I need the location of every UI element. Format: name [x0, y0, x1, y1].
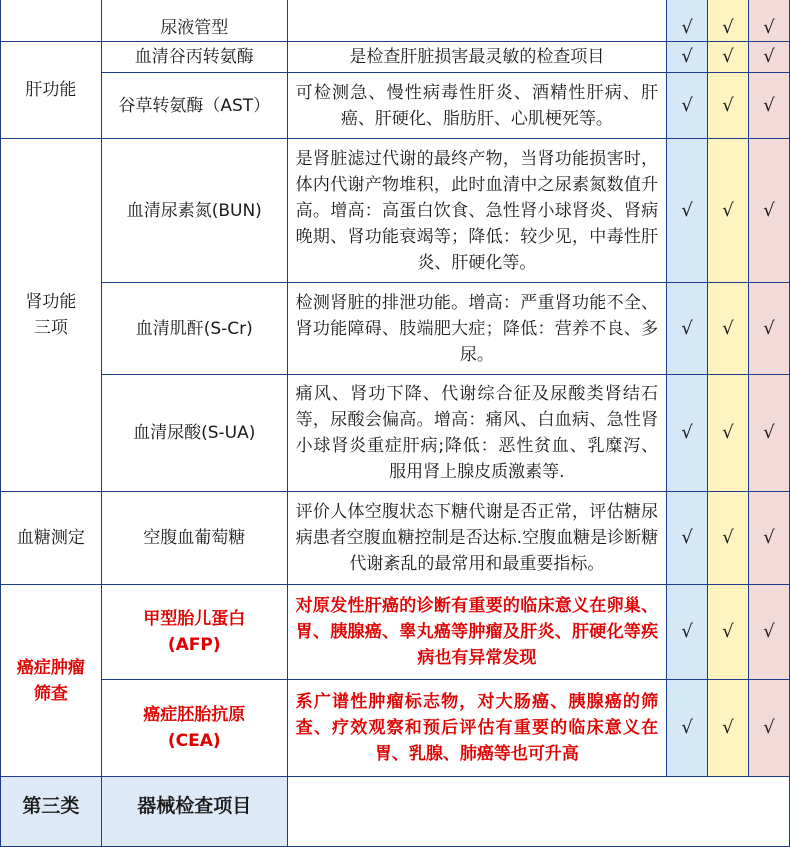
category-line: 癌症肿瘤 [16, 657, 85, 678]
item-name: 血清肌酐(S-Cr) [101, 283, 287, 375]
check-cell: √ [749, 139, 790, 283]
check-cell: √ [749, 375, 790, 492]
item-description: 是肾脏滤过代谢的最终产物，当肾功能损害时，体内代谢产物堆积，此时血清中之尿素氮数值升高。增高：高蛋白饮食、急性肾小球肾炎、肾病晚期、肾功能衰竭等；降低：较少见，中毒性肝炎、肝硬化等。 [287, 139, 666, 283]
check-cell: √ [708, 585, 749, 680]
item-description: 对原发性肝癌的诊断有重要的临床意义在卵巢、胃、胰腺癌、睾丸癌等肿瘤及肝炎、肝硬化等疾病也有异常发现 [287, 585, 666, 680]
table-row [1, 283, 790, 375]
table-row [1, 139, 790, 283]
check-cell: √ [708, 680, 749, 777]
table-row [1, 585, 790, 680]
desc-cell [287, 0, 666, 42]
category-cell [1, 585, 102, 777]
check-cell: √ [708, 0, 749, 42]
item-name: 尿液管型 [160, 18, 229, 38]
item-name: 空腹血葡萄糖 [101, 492, 287, 585]
item-description: 是检查肝脏损害最灵敏的检查项目 [287, 42, 666, 73]
table-row [1, 375, 790, 492]
check-cell: √ [749, 0, 790, 42]
item-description: 痛风、肾功下降、代谢综合征及尿酸类肾结石等，尿酸会偏高。增高：痛风、白血病、急性肾小球肾炎重症肝病;降低：恶性贫血、乳糜泻、服用肾上腺皮质激素等. [287, 375, 666, 492]
item-description: 可检测急、慢性病毒性肝炎、酒精性肝病、肝癌、肝硬化、脂肪肝、心肌梗死等。 [287, 73, 666, 139]
check-cell: √ [708, 73, 749, 139]
check-cell: √ [667, 585, 708, 680]
category-cell: 血糖测定 [1, 492, 102, 585]
item-cell [101, 680, 287, 777]
check-cell: √ [749, 680, 790, 777]
item-name: 谷草转氨酶（AST） [101, 73, 287, 139]
item-name: 血清尿素氮(BUN) [101, 139, 287, 283]
check-cell: √ [667, 680, 708, 777]
item-cell [101, 0, 287, 42]
item-code: (AFP) [167, 635, 221, 655]
item-description: 检测肾脏的排泄功能。增高：严重肾功能不全、肾功能障碍、肢端肥大症；降低：营养不良、多尿。 [287, 283, 666, 375]
category-line: 肾功能 [25, 292, 77, 312]
check-cell: √ [667, 73, 708, 139]
table-row [1, 73, 790, 139]
check-cell: √ [708, 375, 749, 492]
check-cell: √ [749, 283, 790, 375]
category-line: 三项 [33, 318, 68, 338]
check-cell: √ [667, 139, 708, 283]
check-cell: √ [708, 283, 749, 375]
item-name: 血清尿酸(S-UA) [101, 375, 287, 492]
check-cell: √ [667, 42, 708, 73]
category-cell [1, 139, 102, 492]
section-header-row [1, 777, 790, 847]
check-cell: √ [667, 492, 708, 585]
table-row [1, 0, 790, 42]
item-name: 甲型胎儿蛋白 [143, 609, 246, 629]
check-cell: √ [708, 42, 749, 73]
item-name: 血清谷丙转氨酶 [101, 42, 287, 73]
category-line: 筛查 [33, 683, 68, 704]
check-cell: √ [749, 585, 790, 680]
check-cell: √ [749, 42, 790, 73]
section-category: 第三类 [1, 777, 102, 847]
category-cell: 肝功能 [1, 42, 102, 139]
check-cell: √ [667, 0, 708, 42]
check-cell: √ [749, 73, 790, 139]
check-cell: √ [708, 139, 749, 283]
check-cell: √ [667, 375, 708, 492]
item-code: (CEA) [167, 731, 221, 751]
table-row [1, 680, 790, 777]
item-description: 评价人体空腹状态下糖代谢是否正常，评估糖尿病患者空腹血糖控制是否达标.空腹血糖是诊断糖代谢紊乱的最常用和最重要指标。 [287, 492, 666, 585]
item-cell [101, 585, 287, 680]
table-row [1, 492, 790, 585]
check-cell: √ [667, 283, 708, 375]
section-header-blank [287, 777, 789, 847]
item-description: 系广谱性肿瘤标志物，对大肠癌、胰腺癌的筛查、疗效观察和预后评估有重要的临床意义在胃、乳腺、肺癌等也可升高 [287, 680, 666, 777]
item-name: 癌症胚胎抗原 [143, 705, 246, 725]
check-cell: √ [708, 492, 749, 585]
section-title: 器械检查项目 [101, 777, 287, 847]
category-cell [1, 0, 102, 42]
check-cell: √ [749, 492, 790, 585]
table-row [1, 42, 790, 73]
